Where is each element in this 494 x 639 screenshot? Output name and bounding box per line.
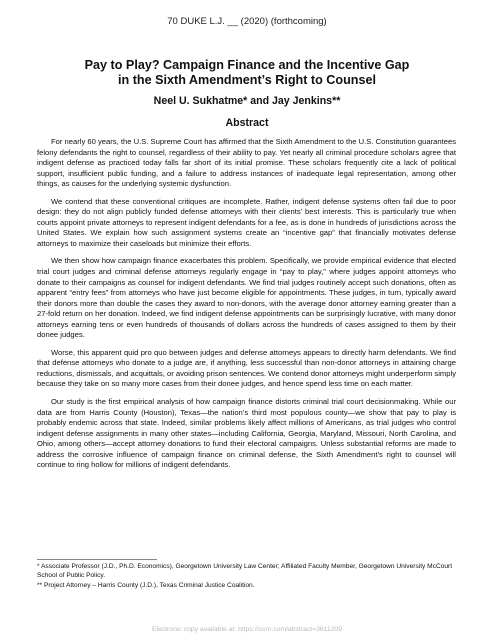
abstract-heading: Abstract	[225, 117, 269, 129]
abstract-paragraph-5: Our study is the first empirical analysis of how campaign finance distorts criminal trial court decisionmaking. While our data are from Harris County (Houston), Texas—the nation’s third most populous county—we show that pay to play is probably endemic across that state. Indeed, similar problems likely affect millions of Americans, as trial judges who control indigent defense assignments in many other states—including California, Georgia, Maryland, Missouri, North Carolina, and Ohio, among others—accept attorney donations to fund their electoral campaigns. Unless substantial reforms are made to address the corrosive influence of campaign finance on criminal defense, the Sixth Amendment’s right to counsel will continue to ring hollow for millions of indigent defendants.	[37, 397, 456, 470]
ssrn-watermark: Electronic copy available at: https://ssrn.com/abstract=3611209	[151, 626, 343, 633]
footnote-2: ** Project Attorney – Harris County (J.D.), Texas Criminal Justice Coalition.	[37, 582, 255, 590]
footnote-divider	[37, 559, 157, 560]
abstract-paragraph-4: Worse, this apparent quid pro quo between judges and defense attorneys appears to directly harm defendants. We find that defense attorneys who donate to a judge are, if anything, less successful than non-donor attorneys in attaining charge reductions, dismissals, and acquittals, or avoiding prison sentences. We contend donor attorneys might underperform simply because they take on so many more cases from their donee judges, and hence spend less time on each matter.	[37, 347, 456, 389]
abstract-paragraph-3: We then show how campaign finance exacerbates this problem. Specifically, we provide empirical evidence that elected trial court judges and criminal defense attorneys regularly engage in “pay to play,” where judges appoint attorneys who donate to their campaigns as counsel for indigent defendants. We find trial judges routinely accept such donations, often as apparent “entry fees” from attorneys who have just become eligible for appointments. These judges, in turn, typically award their donors more than double the cases they award to non-donors, with the average donor attorney earning greater than a 27-fold return on her donation. Indeed, we find indigent defense appointments can be surprisingly lucrative, with many donor attorneys earning tens or even hundreds of thousands of dollars across the hundreds of cases assigned to them by their donee judges.	[37, 256, 456, 340]
article-title	[40, 58, 454, 88]
abstract-paragraph-1: For nearly 60 years, the U.S. Supreme Court has affirmed that the Sixth Amendment to the U.S. Constitution guarantees felony defendants the right to counsel, regardless of their ability to pay. Yet nearly all criminal procedure scholars agree that indigent defense as practiced today falls far short of its initial promise. These scholars frequently cite a lack of political support, insufficient public funding, and a failure to address instances of inadequate legal representation, among other things, as causes for the underlying systemic dysfunction.	[37, 137, 456, 189]
footnotes	[37, 563, 456, 593]
title-line-2: in the Sixth Amendment’s Right to Counsel	[118, 73, 376, 87]
author-line: Neel U. Sukhatme* and Jay Jenkins**	[153, 95, 341, 107]
journal-citation: 70 DUKE L.J. __ (2020) (forthcoming)	[167, 16, 327, 27]
abstract-paragraph-2: We contend that these conventional critiques are incomplete. Rather, indigent defense systems often fail due to poor design: they do not align publicly funded defense attorneys with their clients’ best interests. This is particularly true when courts appoint private attorneys to represent indigent defendants for a fee, as is done in hundreds of jurisdictions across the United States. We explain how such assignment systems create an “incentive gap” that financially motivates defense attorneys to maximize their caseloads but minimize their efforts.	[37, 196, 456, 248]
title-line-1: Pay to Play? Campaign Finance and the Incentive Gap	[84, 58, 410, 72]
footnote-1: * Associate Professor (J.D., Ph.D. Economics), Georgetown University Law Center; Affiliated Faculty Member, Georgetown University McCourt School of Public Policy.	[37, 563, 453, 579]
abstract-body	[37, 137, 456, 478]
